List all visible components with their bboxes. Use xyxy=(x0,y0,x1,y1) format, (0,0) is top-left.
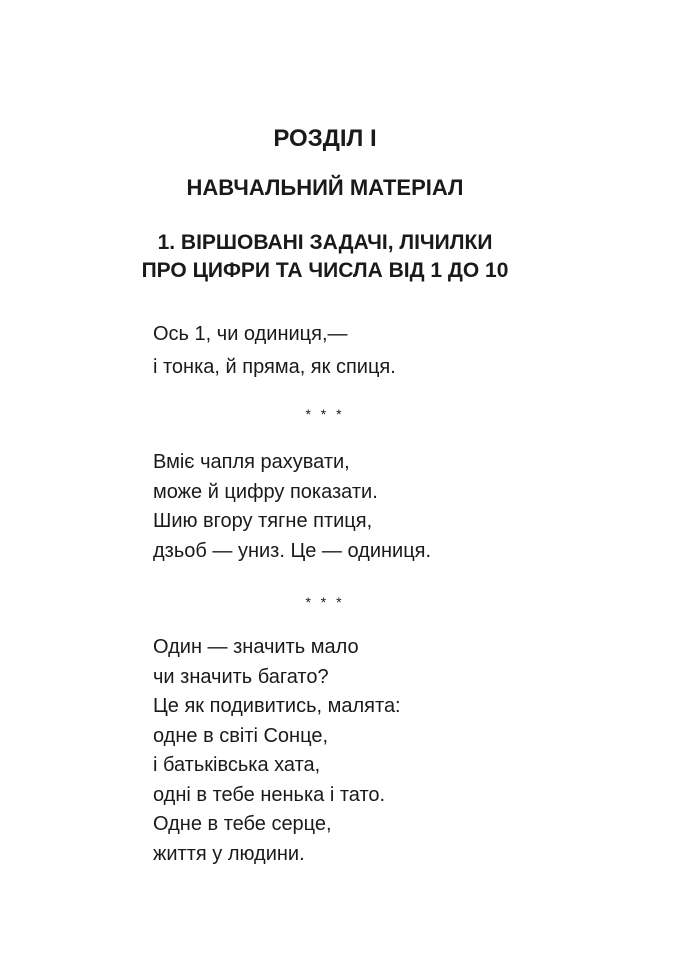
poem-line: дзьоб — униз. Це — одиниця. xyxy=(153,539,432,562)
poem-1 xyxy=(153,318,396,384)
poem-line: одні в тебе ненька і тато. xyxy=(153,783,386,806)
chapter-heading xyxy=(0,229,650,285)
poem-line: Один — значить мало xyxy=(153,636,359,658)
poem-line: може й цифру показати. xyxy=(153,480,378,503)
poem-line: Це як подивитись, малята: xyxy=(153,695,401,717)
poem-line: чи значить багато? xyxy=(153,665,329,688)
section-subtitle: НАВЧАЛЬНИЙ МАТЕРІАЛ xyxy=(186,175,464,200)
poem-line: Одне в тебе серце, xyxy=(153,813,332,835)
separator: * * * xyxy=(305,594,345,610)
poem-line: і тонка, й пряма, як спиця. xyxy=(153,356,396,378)
poem-line: Вміє чапля рахувати, xyxy=(153,451,350,473)
separator: * * * xyxy=(305,406,345,422)
poem-line: одне в світі Сонце, xyxy=(153,724,329,747)
poem-3 xyxy=(153,633,401,869)
poem-line: життя у людини. xyxy=(153,842,305,865)
poem-2 xyxy=(153,448,431,566)
poem-line: Шию вгору тягне птиця, xyxy=(153,510,373,532)
chapter-heading-line: 1. ВІРШОВАНІ ЗАДАЧІ, ЛІЧИЛКИ xyxy=(157,231,493,254)
section-title: РОЗДІЛ І xyxy=(273,125,377,152)
poem-line: Ось 1, чи одиниця,— xyxy=(153,323,348,345)
chapter-heading-line: ПРО ЦИФРИ ТА ЧИСЛА ВІД 1 ДО 10 xyxy=(141,259,509,282)
poem-line: і батьківська хата, xyxy=(153,754,321,776)
